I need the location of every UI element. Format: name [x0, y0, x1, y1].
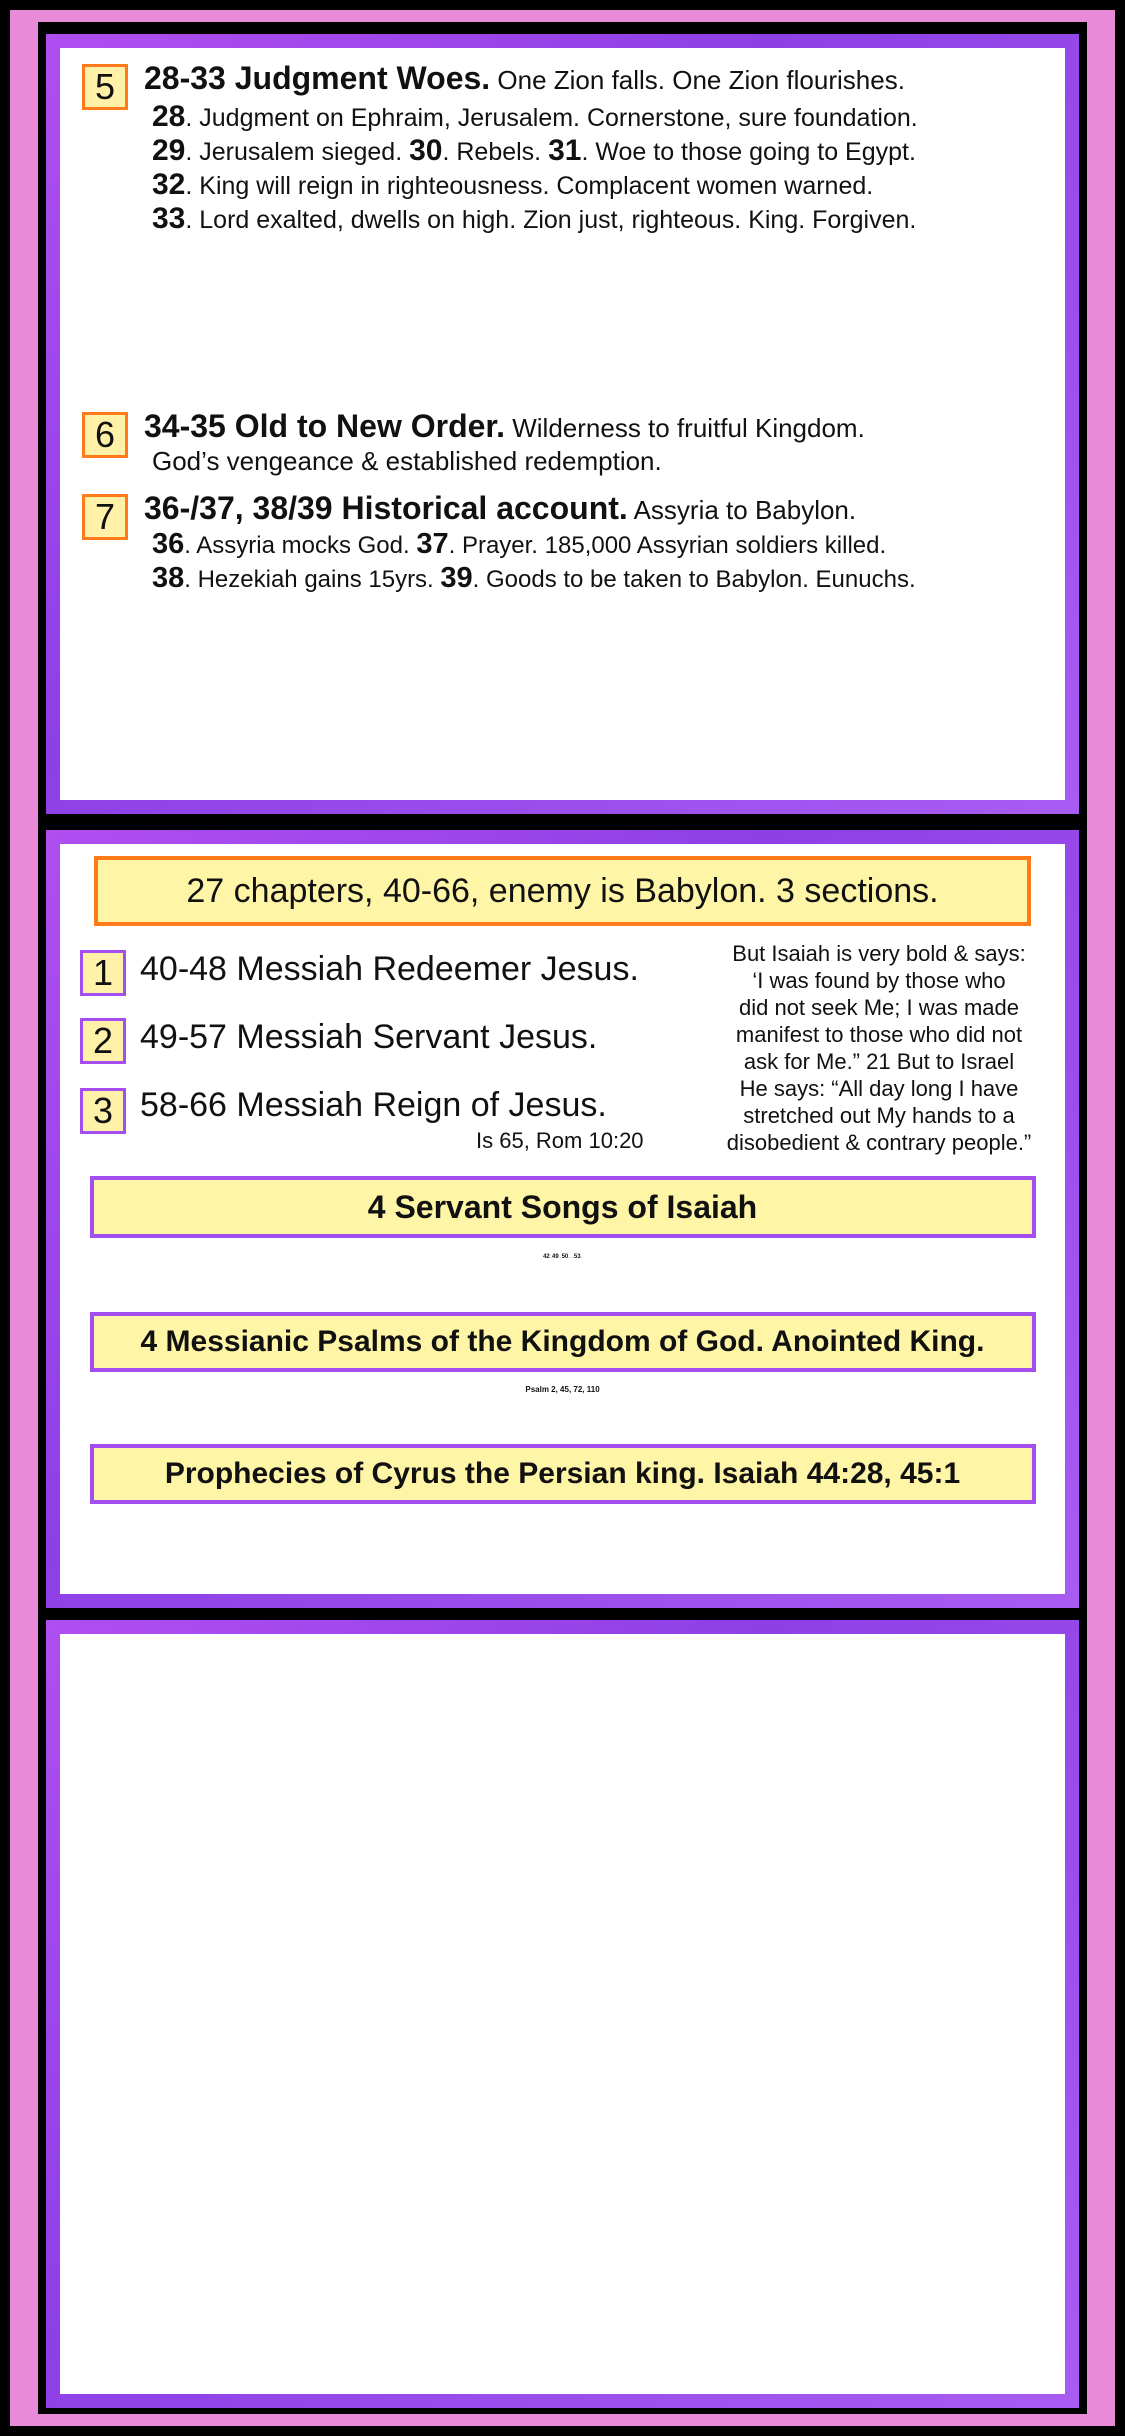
panel-isaiah-49 — [46, 1620, 1079, 2408]
item5-summary: One Zion falls. One Zion flourishes. — [490, 65, 905, 95]
badge-3: 3 — [80, 1088, 126, 1134]
item7-line-36-37: 36. Assyria mocks God. 37. Prayer. 185,000 Assyrian soldiers killed. — [152, 528, 887, 560]
badge-5: 5 — [82, 64, 128, 110]
card-isaiah-28-39 — [60, 48, 1065, 800]
quote-block: But Isaiah is very bold & says: ‘I was found by those who did not seek Me; I was made manifest to those who did not ask for Me.” 21 But to Israel He says: “All day long I have stretched out My hands to a disobedient & contrary people.” — [726, 941, 1032, 1155]
item6-heading-line: 34-35 Old to New Order. Wilderness to fruitful Kingdom. — [144, 408, 865, 444]
section-item-1: 40-48 Messiah Redeemer Jesus. — [140, 950, 639, 988]
servant-songs-title: 4 Servant Songs of Isaiah — [90, 1176, 1036, 1238]
messianic-psalms-refs: Psalm 2, 45, 72, 110 — [525, 1385, 600, 1394]
cross-reference: Is 65, Rom 10:20 — [476, 1128, 644, 1153]
badge-1: 1 — [80, 950, 126, 996]
item5-line-33: 33. Lord exalted, dwells on high. Zion just, righteous. King. Forgiven. — [152, 202, 917, 235]
cyrus-title: Prophecies of Cyrus the Persian king. Isaiah 44:28, 45:1 — [90, 1444, 1036, 1504]
panel-isaiah-40-66 — [46, 830, 1079, 1608]
section-item-3: 58-66 Messiah Reign of Jesus. — [140, 1086, 607, 1124]
panel-isaiah-28-39 — [46, 34, 1079, 814]
item5-line-29-31: 29. Jerusalem sieged. 30. Rebels. 31. Woe to those going to Egypt. — [152, 134, 916, 167]
item5-line-28: 28. Judgment on Ephraim, Jerusalem. Cornerstone, sure foundation. — [152, 100, 918, 133]
badge-2: 2 — [80, 1018, 126, 1064]
item5-line-32: 32. King will reign in righteousness. Complacent women warned. — [152, 168, 874, 201]
sections-title: 27 chapters, 40-66, enemy is Babylon. 3 sections. — [94, 856, 1031, 926]
item5-heading-line — [144, 62, 905, 94]
item7-line-38-39: 38. Hezekiah gains 15yrs. 39. Goods to be taken to Babylon. Eunuchs. — [152, 562, 916, 594]
servant-songs-refs: 42:1-9, 49:1-13, 50:4-11, 52:13-53:12 — [543, 1254, 582, 1260]
item7-heading-line: 36-/37, 38/39 Historical account. Assyria to Babylon. — [144, 490, 857, 526]
item5-heading: 28-33 Judgment Woes. — [144, 60, 491, 96]
card-isaiah-40-66 — [60, 844, 1065, 1594]
badge-7: 7 — [82, 494, 128, 540]
badge-6: 6 — [82, 412, 128, 458]
section-item-2: 49-57 Messiah Servant Jesus. — [140, 1018, 598, 1056]
item6-line-1: God’s vengeance & established redemption. — [152, 446, 662, 476]
messianic-psalms-title: 4 Messianic Psalms of the Kingdom of God. Anointed King. — [90, 1312, 1036, 1372]
card-isaiah-49 — [60, 1634, 1065, 2394]
